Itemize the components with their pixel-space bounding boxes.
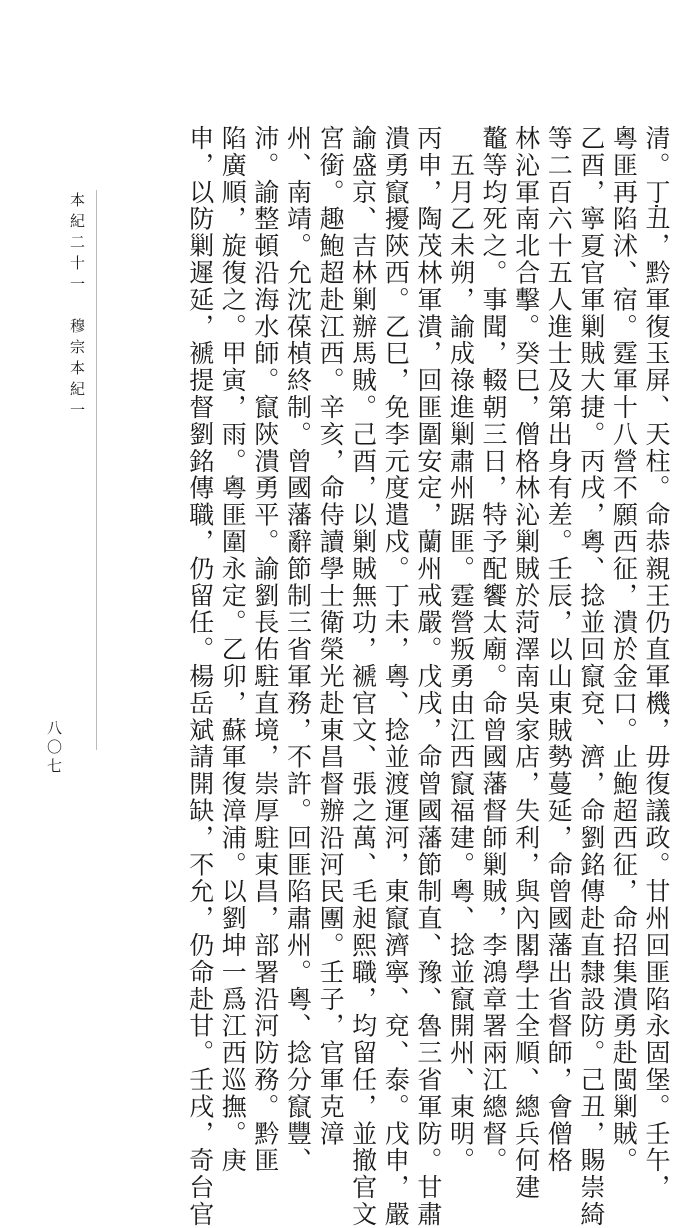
text-column: 諭盛京、吉林剿辦馬賊。己酉，以剿賊無功，褫官文、張之萬、毛昶熙職，均留任，並撤官文 <box>348 125 378 1228</box>
main-text-block <box>112 125 672 1228</box>
text-column: 乙酉，寧夏官軍剿賊大捷。丙戌，粵、捻並回竄兗、濟，命劉銘傳赴直隸設防。己丑，賜崇綺 <box>576 125 606 1228</box>
text-column: 林沁軍南北合擊。癸巳，僧格林沁剿賊於菏澤南吳家店，失利，與內閣學士全順、總兵何建 <box>511 125 541 1201</box>
text-column: 五月乙未朔，諭成祿進剿肅州踞匪。霆營叛勇由江西竄福建。粵、捻並竄開州、東明。 <box>446 125 476 1175</box>
text-column: 丙申，陶茂林軍潰，回匪圍安定，蘭州戒嚴。戊戌，命曾國藩節制直、豫、魯三省軍防。甘肅 <box>413 125 443 1228</box>
margin-rule <box>96 190 97 750</box>
text-column: 申，以防剿遲延，褫提督劉銘傳職，仍留任。楊岳斌請開缺，不允，仍命赴甘。壬戌，奇台官 <box>185 125 215 1228</box>
text-column: 等二百六十五人進士及第出身有差。壬辰，以山東賊勢蔓延，命曾國藩出省督師，會僧格 <box>544 125 574 1175</box>
text-column: 宮銜。趣鮑超赴江西。辛亥，命侍讀學士衛榮光赴東昌督辦沿河民團。壬子，官軍克漳 <box>316 125 346 1148</box>
margin-title: 本紀二十一 穆宗本紀一 <box>68 192 86 423</box>
text-column: 清。丁丑，黔軍復玉屏、天柱。命恭親王仍直軍機，毋復議政。甘州回匪陷永固堡。壬午， <box>642 125 671 1201</box>
text-column: 潰勇竄擾陝西。乙巳，免李元度遣戍。丁未，粵、捻並渡運河，東竄濟寧、兗、泰。戊申，嚴 <box>381 125 411 1228</box>
text-column: 州、南靖。允沈葆楨終制。曾國藩辭節制三省軍務，不許。回匪陷肅州。粵、捻分竄豐、 <box>283 125 313 1175</box>
text-column: 陷廣順，旋復之。甲寅，雨。粵匪圍永定。乙卯，蘇軍復漳浦。以劉坤一爲江西巡撫。庚 <box>218 125 248 1175</box>
page-number: 八〇七 <box>45 720 63 777</box>
text-column: 粵匪再陷沭、宿。霆軍十八營不願西征，潰於金口。止鮑超西征，命招集潰勇赴閩剿賊。 <box>609 125 639 1175</box>
text-column: 鼇等均死之。事聞，輟朝三日，特予配饗太廟。命曾國藩督師剿賊，李鴻章署兩江總督。 <box>479 125 509 1175</box>
text-column: 沛。諭整頓沿海水師。竄陝潰勇平。諭劉長佑駐直境，崇厚駐東昌，部署沿河防務。黔匪 <box>250 125 280 1175</box>
